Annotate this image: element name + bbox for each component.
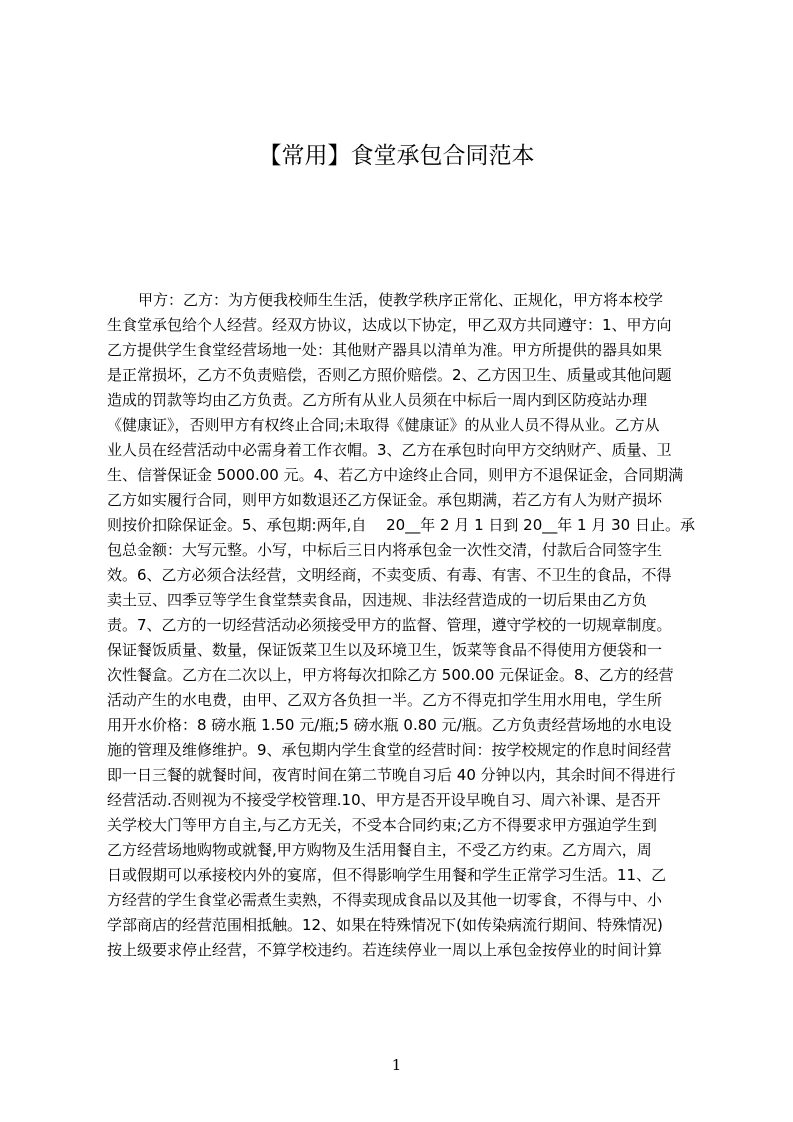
body-line: 《健康证》，否则甲方有权终止合同;未取得《健康证》的从业人员不得从业。乙方从 <box>107 416 660 434</box>
body-line: 施的管理及维修维护。9、承包期内学生食堂的经营时间：按学校规定的作息时间经营 <box>107 741 672 759</box>
body-line: 甲方：乙方：为方便我校师生生活，使教学秩序正常化、正规化，甲方将本校学 <box>138 291 664 309</box>
document-title: 【常用】食堂承包合同范本 <box>258 143 535 169</box>
body-line: 活动产生的水电费，由甲、乙双方各负担一半。乙方不得克扣学生用水用电，学生所 <box>107 691 663 709</box>
body-line: 造成的罚款等均由乙方负责。乙方所有从业人员须在中标后一周内到区防疫站办理 <box>107 391 648 409</box>
body-line: 效。6、乙方必须合法经营，文明经商，不卖变质、有毒、有害、不卫生的食品，不得 <box>107 566 672 584</box>
document-body <box>107 288 697 963</box>
body-line: 包总金额：大写元整。小写，中标后三日内将承包金一次性交清，付款后合同签字生 <box>107 541 663 559</box>
body-line: 用开水价格：8 磅水瓶 1.50 元/瓶;5 磅水瓶 0.80 元/瓶。乙方负责经营场地的水电设 <box>107 716 672 734</box>
body-line: 方经营的学生食堂必需煮生卖熟，不得卖现成食品以及其他一切零食，不得与中、小 <box>107 891 663 909</box>
body-line: 是正常损坏，乙方不负责赔偿，否则乙方照价赔偿。2、乙方因卫生、质量或其他问题 <box>107 366 672 384</box>
body-line: 即一日三餐的就餐时间，夜宵时间在第二节晚自习后 40 分钟以内，其余时间不得进行 <box>107 766 676 784</box>
body-line: 学部商店的经营范围相抵触。12、如果在特殊情况下(如传染病流行期间、特殊情况) <box>107 916 663 934</box>
body-line: 责。7、乙方的一切经营活动必须接受甲方的监督、管理，遵守学校的一切规章制度。 <box>107 616 672 634</box>
body-line: 按上级要求停止经营，不算学校违约。若连续停业一周以上承包金按停业的时间计算 <box>107 941 663 959</box>
body-line: 日或假期可以承接校内外的宴席，但不得影响学生用餐和学生正常学习生活。11、乙 <box>107 866 667 884</box>
body-line: 次性餐盒。乙方在二次以上，甲方将每次扣除乙方 500.00 元保证金。8、乙方的经营 <box>107 666 674 684</box>
page-number: 1 <box>391 1056 402 1074</box>
body-line: 生、信誉保证金 5000.00 元。4、若乙方中途终止合同，则甲方不退保证金，合同期满 <box>107 466 684 484</box>
body-line: 业人员在经营活动中必需身着工作衣帽。3、乙方在承包时向甲方交纳财产、质量、卫 <box>107 441 672 459</box>
body-line: 经营活动.否则视为不接受学校管理.10、甲方是否开设早晚自习、周六补课、是否开 <box>107 791 661 809</box>
body-line: 生食堂承包给个人经营。经双方协议，达成以下协定，甲乙双方共同遵守：1、甲方向 <box>107 316 672 334</box>
body-line: 关学校大门等甲方自主,与乙方无关，不受本合同约束;乙方不得要求甲方强迫学生到 <box>107 816 657 834</box>
body-line: 乙方经营场地购物或就餐,甲方购物及生活用餐自主，不受乙方约束。乙方周六，周 <box>107 841 652 859</box>
body-line: 乙方提供学生食堂经营场地一处：其他财产器具以清单为准。甲方所提供的器具如果 <box>107 341 663 359</box>
body-line: 乙方如实履行合同，则甲方如数退还乙方保证金。承包期满，若乙方有人为财产损坏 <box>107 491 663 509</box>
body-line: 则按价扣除保证金。5、承包期:两年,自 20__年 2 月 1 日到 20__年 1 月 30 日止。承 <box>107 516 695 534</box>
body-line: 卖土豆、四季豆等学生食堂禁卖食品，因违规、非法经营造成的一切后果由乙方负 <box>107 591 648 609</box>
body-line: 保证餐饭质量、数量，保证饭菜卫生以及环境卫生，饭菜等食品不得使用方便袋和一 <box>107 641 663 659</box>
